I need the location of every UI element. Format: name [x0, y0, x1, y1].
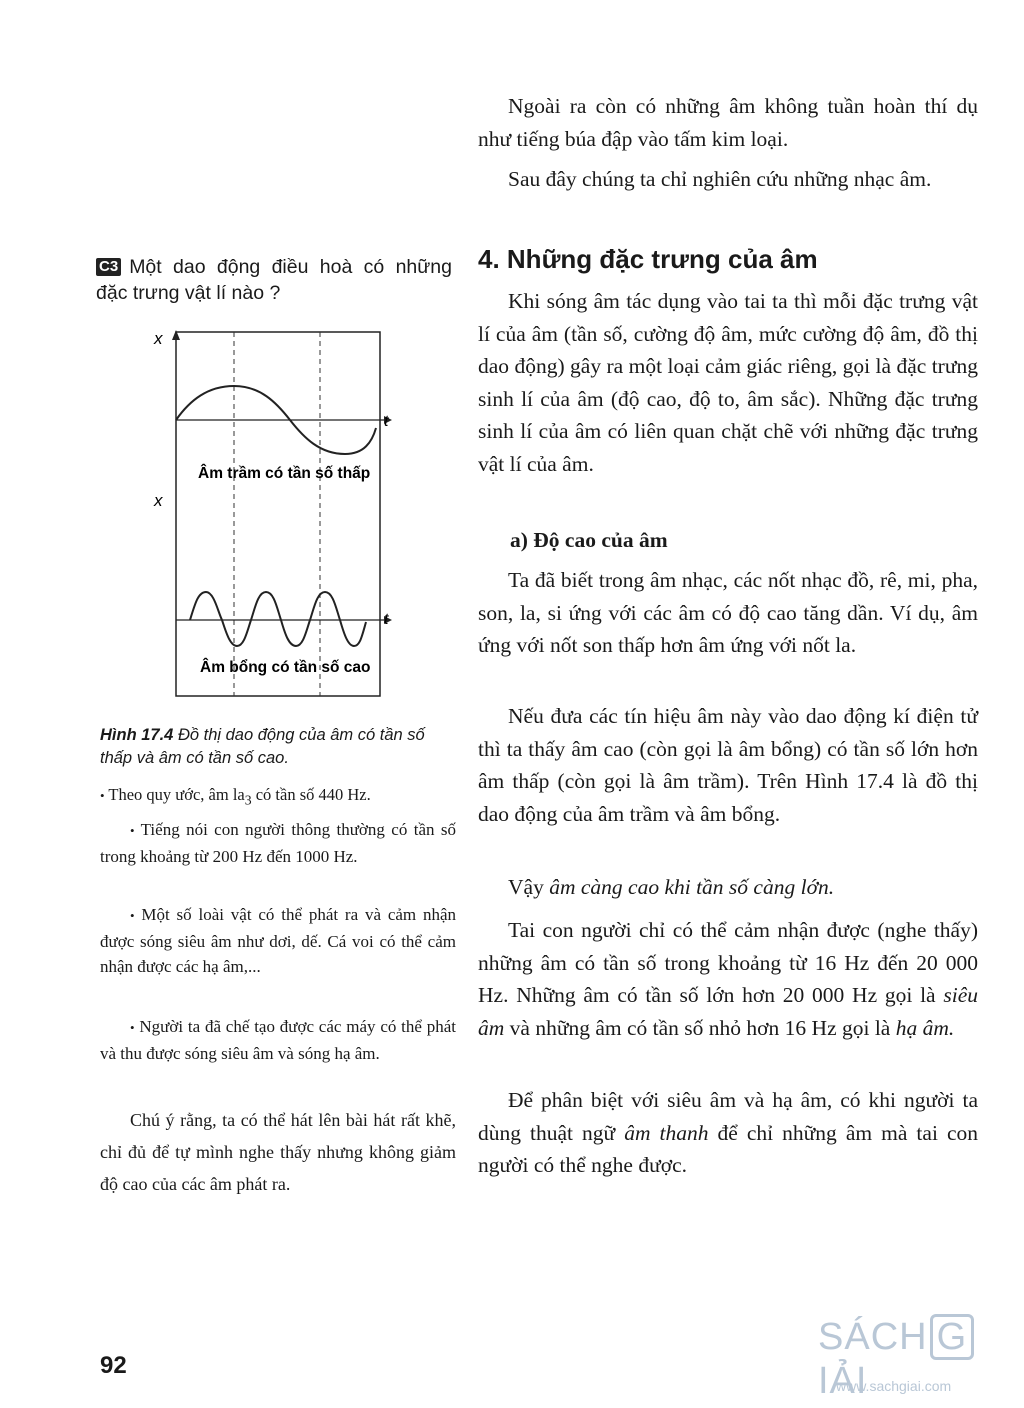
paragraph-musical-notes: Ta đã biết trong âm nhạc, các nốt nhạc đồ, rê, mi, pha, son, la, si ứng với các âm có độ cao tăng dần. Ví dụ, âm ứng với nốt son thấp hơn âm ứng với nốt la. — [478, 568, 978, 657]
term-ultrasound: siêu âm — [478, 983, 978, 1040]
bullet: • — [130, 908, 135, 923]
hearing-text-a: Tai con người chỉ có thể cảm nhận được (nghe thấy) những âm có tần số trong khoảng từ 16 Hz đến 20 000 Hz. Những âm có tần số lớn hơn 20 000 Hz gọi là — [478, 918, 978, 1007]
axis-x-bottom-label: x — [154, 491, 163, 510]
note1-text-b: có tần số 440 Hz. — [251, 785, 371, 804]
note4-text: Người ta đã chế tạo được các máy có thể phát và thu được sóng siêu âm và sóng hạ âm. — [100, 1017, 456, 1063]
bullet: • — [100, 788, 105, 803]
paragraph-musical-tones: Sau đây chúng ta chỉ nghiên cứu những nhạc âm. — [508, 167, 932, 191]
question-c3 — [96, 254, 452, 306]
high-frequency-label: Âm bổng có tần số cao — [200, 659, 371, 676]
paragraph-note-singing: Chú ý rằng, ta có thể hát lên bài hát rất khẽ, chỉ đủ để tự mình nghe thấy nhưng không giảm độ cao của các âm phát ra. — [100, 1110, 456, 1194]
watermark-logo-box: G — [930, 1314, 975, 1360]
paragraph-audible-sound — [478, 1084, 978, 1182]
note1-subscript: 3 — [244, 792, 252, 808]
high-frequency-wave — [190, 592, 366, 646]
note3-text: Một số loài vật có thể phát ra và cảm nhận được sóng siêu âm như dơi, dế. Cá voi có thể cảm nhận được các hạ âm,... — [100, 905, 456, 976]
term-audible-sound: âm thanh — [624, 1120, 709, 1145]
note-machines — [100, 1014, 456, 1066]
watermark-url: www.sachgiai.com — [836, 1378, 952, 1394]
axis-x-top-label: x — [154, 329, 163, 348]
c3-question-text: Một dao động điều hoà có những đặc trưng vật lí nào ? — [96, 256, 452, 304]
figure-caption — [100, 724, 456, 770]
paragraph-physiological-characteristics: Khi sóng âm tác dụng vào tai ta thì mỗi đặc trưng vật lí của âm (tần số, cường độ âm, mức cường độ âm, đồ thị dao động) gây ra một loại cảm giác riêng, gọi là đặc trưng sinh lí của âm (độ cao, độ to, âm sắc). Những đặc trưng sinh lí của âm có liên quan chặt chẽ với những đặc trưng vật lí của âm. — [478, 289, 978, 476]
low-frequency-label: Âm trầm có tần số thấp — [198, 465, 371, 482]
note2-text: Tiếng nói con người thông thường có tần số trong khoảng từ 200 Hz đến 1000 Hz. — [100, 820, 456, 866]
caption-label: Hình 17.4 — [100, 726, 174, 744]
bullet: • — [130, 1020, 135, 1035]
axis-t-top-label: t — [384, 413, 389, 430]
term-infrasound: hạ âm. — [895, 1015, 955, 1040]
audible-text-a: Để phân biệt với siêu âm và hạ âm, có khi người ta dùng thuật ngữ — [478, 1088, 978, 1145]
paragraph-non-periodic-sounds: Ngoài ra còn có những âm không tuần hoàn thí dụ như tiếng búa đập vào tấm kim loại. — [478, 94, 978, 151]
note-animals — [100, 902, 456, 980]
bullet: • — [130, 823, 135, 838]
oscillation-figure — [140, 322, 400, 702]
c3-badge: C3 — [96, 258, 121, 276]
section-title: 4. Những đặc trưng của âm — [478, 244, 818, 274]
subsection-heading: a) Độ cao của âm — [510, 528, 668, 552]
note-voice — [100, 817, 456, 869]
note-la3 — [100, 782, 456, 813]
conclusion-prefix: Vậy — [508, 875, 550, 899]
caption-text: Đồ thị dao động của âm có tần số thấp và âm có tần số cao. — [100, 726, 425, 767]
page-number: 92 — [100, 1352, 127, 1379]
hearing-text-b: và những âm có tần số nhỏ hơn 16 Hz gọi là — [504, 1015, 896, 1040]
paragraph-hearing-range — [478, 914, 978, 1044]
conclusion-italic: âm càng cao khi tần số càng lớn. — [549, 875, 835, 899]
paragraph-conclusion — [478, 871, 978, 904]
watermark-logo-b: IẢI — [818, 1360, 868, 1402]
axis-t-bottom-label: t — [384, 611, 389, 628]
watermark-logo-a: SÁCH — [818, 1316, 928, 1358]
note1-text-a: Theo quy ước, âm la — [108, 785, 245, 804]
paragraph-oscilloscope: Nếu đưa các tín hiệu âm này vào dao động kí điện tử thì ta thấy âm cao (còn gọi là âm bổng) có tần số lớn hơn âm thấp (còn gọi là âm trầm). Trên Hình 17.4 là đồ thị dao động của âm trầm và âm bổng. — [478, 704, 978, 826]
audible-text-b: để chỉ những âm mà tai con người có thể nghe được. — [478, 1120, 978, 1177]
